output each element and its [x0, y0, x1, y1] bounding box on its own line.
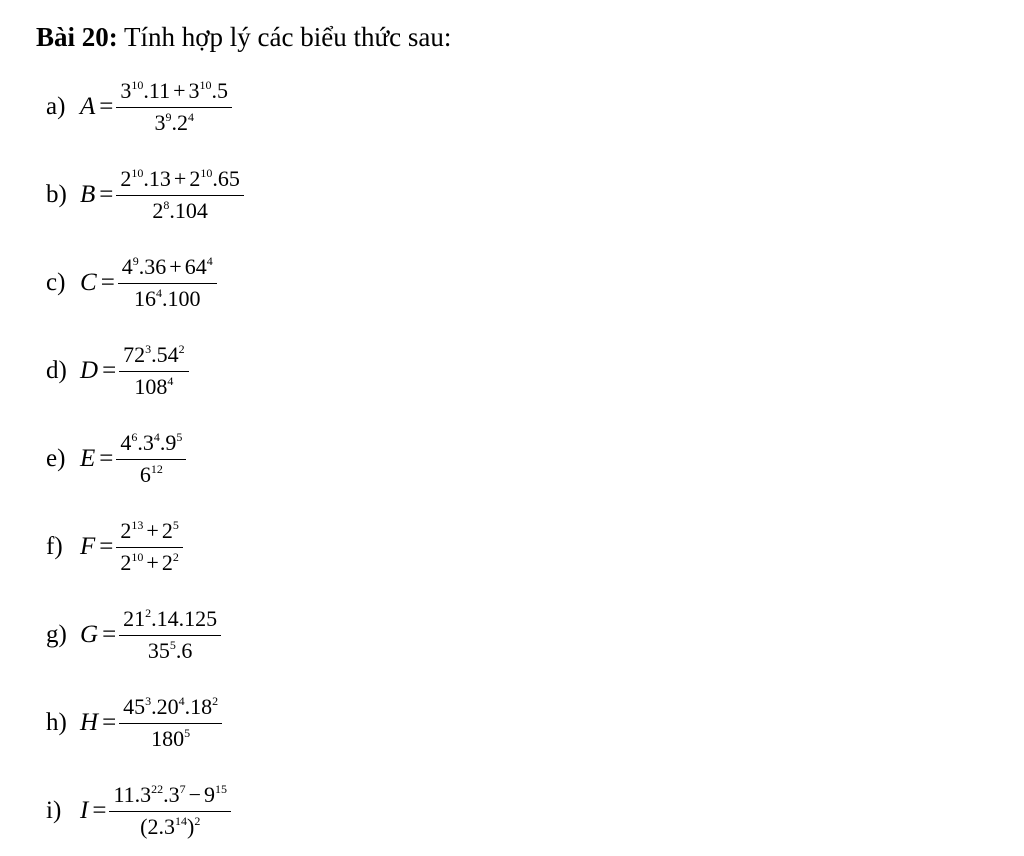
- numerator: [119, 693, 222, 721]
- exponent: 4: [178, 694, 185, 708]
- expr-term: .2: [171, 110, 188, 135]
- fraction: [118, 253, 217, 313]
- problem-d: [46, 339, 189, 403]
- expr-term: 2: [161, 550, 173, 575]
- problem-h: [46, 691, 222, 755]
- fraction: [116, 429, 186, 489]
- exponent: 4: [156, 286, 162, 300]
- expression-variable: H: [80, 709, 99, 736]
- equals-sign: =: [99, 445, 114, 472]
- fraction-bar: [116, 107, 232, 108]
- expr-term: (2.3: [140, 814, 175, 839]
- expr-term: 108: [134, 374, 168, 399]
- expression-variable: G: [80, 621, 99, 648]
- expr-term: .3: [163, 782, 180, 807]
- expr-term: .65: [212, 166, 240, 191]
- fraction-bar: [116, 459, 186, 460]
- expr-term: .5: [211, 78, 228, 103]
- problem-label: e): [46, 445, 66, 472]
- exponent: 10: [131, 550, 144, 564]
- expr-term: .100: [162, 286, 201, 311]
- problem-label: h): [46, 709, 67, 736]
- expr-term: 2: [120, 518, 132, 543]
- equals-sign: =: [102, 357, 117, 384]
- exponent: 4: [153, 430, 160, 444]
- denominator: [148, 197, 212, 225]
- denominator: [144, 637, 197, 665]
- fraction: [109, 781, 231, 841]
- exponent: 4: [187, 110, 194, 124]
- expr-term: .104: [169, 198, 208, 223]
- expr-term: .11: [143, 78, 171, 103]
- expr-term: .6: [175, 638, 193, 663]
- exponent: 15: [215, 782, 228, 796]
- expr-term: 2: [120, 550, 132, 575]
- expr-term: .13: [143, 166, 171, 191]
- expr-term: +: [146, 518, 159, 543]
- exponent: 5: [184, 726, 191, 740]
- expr-term: −: [188, 782, 202, 807]
- exponent: 5: [169, 638, 176, 652]
- expr-term: .9: [159, 430, 177, 455]
- expr-term: 72: [123, 342, 146, 367]
- denominator: [136, 461, 167, 489]
- expr-term: 180: [151, 726, 185, 751]
- expr-term: 2: [120, 166, 132, 191]
- problem-g: [46, 603, 221, 667]
- expr-term: +: [173, 78, 186, 103]
- equals-sign: =: [92, 797, 107, 824]
- fraction-bar: [119, 635, 221, 636]
- problem-b: [46, 163, 244, 227]
- exponent: 9: [132, 254, 139, 268]
- fraction: [119, 693, 222, 753]
- equals-sign: =: [102, 621, 117, 648]
- denominator: [130, 373, 177, 401]
- expression-variable: F: [80, 533, 96, 560]
- expr-term: 3: [154, 110, 166, 135]
- exponent: 10: [200, 166, 213, 180]
- denominator: [147, 725, 194, 753]
- exponent: 5: [176, 430, 183, 444]
- expr-term: 21: [123, 606, 146, 631]
- expr-term: 45: [123, 694, 146, 719]
- exponent: 10: [199, 78, 212, 92]
- numerator: [109, 781, 231, 809]
- expr-term: +: [173, 166, 187, 191]
- fraction-bar: [118, 283, 217, 284]
- equals-sign: =: [102, 709, 117, 736]
- exponent: 10: [131, 78, 144, 92]
- expr-term: 2: [152, 198, 164, 223]
- numerator: [119, 605, 221, 633]
- exponent: 8: [163, 198, 170, 212]
- exponent: 7: [179, 782, 186, 796]
- expr-term: 9: [204, 782, 216, 807]
- expr-term: 3: [120, 78, 132, 103]
- problem-i: [46, 779, 231, 843]
- numerator: [116, 429, 186, 457]
- expression-variable: D: [80, 357, 99, 384]
- expr-term: .3: [137, 430, 154, 455]
- exponent: 2: [194, 814, 201, 828]
- problem-label: i): [46, 797, 62, 824]
- problem-label: d): [46, 357, 67, 384]
- problem-e: [46, 427, 186, 491]
- numerator: [116, 165, 243, 193]
- expression-variable: E: [80, 445, 96, 472]
- expr-term: +: [169, 254, 182, 279]
- fraction-bar: [116, 195, 243, 196]
- exponent: 12: [150, 462, 163, 476]
- exponent: 13: [131, 518, 144, 532]
- expression-variable: A: [80, 93, 96, 120]
- denominator: [150, 109, 198, 137]
- expr-term: 2: [161, 518, 173, 543]
- exponent: 10: [131, 166, 144, 180]
- equals-sign: =: [99, 533, 114, 560]
- expression-variable: B: [80, 181, 96, 208]
- exponent: 6: [131, 430, 138, 444]
- denominator: [136, 813, 204, 841]
- expr-term: 35: [147, 638, 170, 663]
- exponent: 14: [174, 814, 187, 828]
- problem-label: g): [46, 621, 67, 648]
- problem-label: b): [46, 181, 67, 208]
- fraction-bar: [119, 371, 189, 372]
- problem-label: f): [46, 533, 63, 560]
- exponent: 9: [165, 110, 172, 124]
- denominator: [130, 285, 205, 313]
- exponent: 2: [212, 694, 219, 708]
- fraction: [116, 165, 243, 225]
- fraction-bar: [109, 811, 231, 812]
- fraction-bar: [116, 547, 182, 548]
- expr-term: 2: [189, 166, 201, 191]
- problem-label: c): [46, 269, 66, 296]
- fraction-bar: [119, 723, 222, 724]
- fraction: [119, 341, 189, 401]
- numerator: [116, 517, 182, 545]
- exponent: 2: [172, 550, 179, 564]
- exercise-number: Bài 20:: [36, 22, 118, 52]
- expr-term: 4: [121, 254, 133, 279]
- problem-c: [46, 251, 217, 315]
- expr-term: ): [186, 814, 195, 839]
- problem-label: a): [46, 93, 66, 120]
- numerator: [119, 341, 189, 369]
- fraction: [119, 605, 221, 665]
- expr-term: 4: [120, 430, 132, 455]
- fraction: [116, 517, 182, 577]
- exercise-title: [36, 19, 451, 55]
- exponent: 4: [206, 254, 213, 268]
- exponent: 22: [151, 782, 164, 796]
- exponent: 4: [167, 374, 174, 388]
- expr-term: 11.3: [113, 782, 152, 807]
- numerator: [116, 77, 232, 105]
- problem-a: [46, 75, 232, 139]
- expr-term: .18: [184, 694, 213, 719]
- exercise-instruction: Tính hợp lý các biểu thức sau:: [124, 22, 452, 52]
- expr-term: 64: [184, 254, 207, 279]
- exponent: 3: [145, 694, 152, 708]
- problem-f: [46, 515, 183, 579]
- numerator: [118, 253, 217, 281]
- expr-term: 16: [134, 286, 156, 311]
- expr-term: +: [146, 550, 159, 575]
- exponent: 2: [145, 606, 152, 620]
- equals-sign: =: [100, 269, 115, 296]
- fraction: [116, 77, 232, 137]
- expr-term: .14.125: [151, 606, 218, 631]
- expr-term: .36: [138, 254, 167, 279]
- exponent: 2: [178, 342, 185, 356]
- expression-variable: C: [80, 269, 97, 296]
- equals-sign: =: [99, 181, 114, 208]
- denominator: [116, 549, 182, 577]
- exponent: 5: [172, 518, 179, 532]
- expr-term: 3: [188, 78, 200, 103]
- expr-term: .20: [151, 694, 179, 719]
- expr-term: 6: [139, 462, 151, 487]
- expr-term: .54: [151, 342, 179, 367]
- expression-variable: I: [80, 797, 89, 824]
- exponent: 3: [145, 342, 152, 356]
- equals-sign: =: [99, 93, 114, 120]
